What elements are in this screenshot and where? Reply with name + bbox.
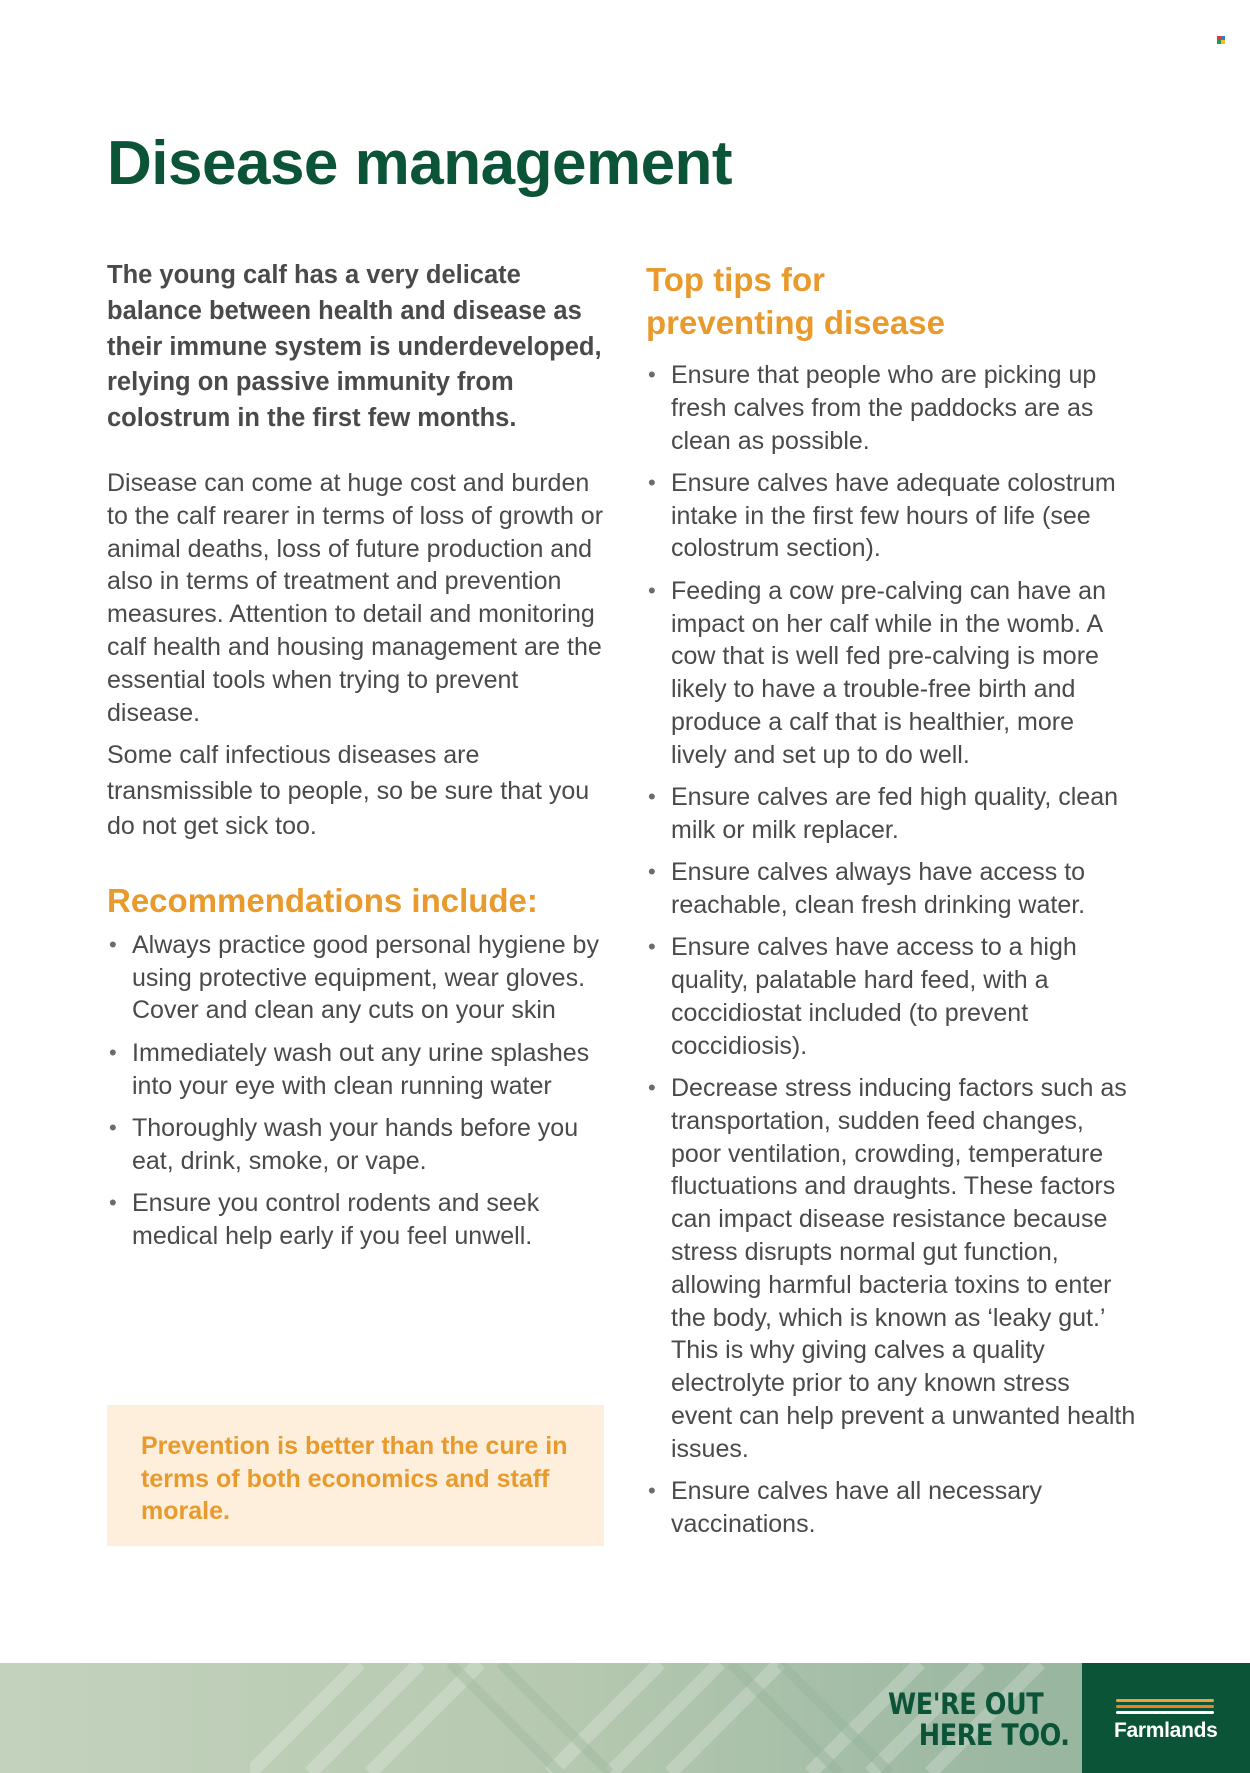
list-item-text: Thoroughly wash your hands before you eat, drink, smoke, or vape.	[132, 1113, 579, 1175]
list-item-text: Always practice good personal hygiene by using protective equipment, wear gloves. Cover and clean any cuts on your skin	[132, 930, 599, 1025]
bullet-icon: •	[109, 931, 117, 957]
list-item	[646, 781, 1136, 847]
list-item-text: Ensure calves have adequate colostrum intake in the first few hours of life (see colostrum section).	[671, 468, 1116, 563]
tips-heading	[646, 258, 1136, 344]
list-item	[646, 575, 1136, 772]
prevention-callout	[107, 1405, 604, 1546]
tips-list	[646, 359, 1136, 1541]
list-item	[107, 1187, 607, 1253]
bullet-icon: •	[648, 577, 656, 603]
bullet-icon: •	[648, 469, 656, 495]
bullet-icon: •	[648, 1478, 656, 1503]
intro-paragraph: The young calf has a very delicate balance between health and disease as their immune system is underdeveloped, relying on passive immunity from colostrum in the first few months.	[107, 261, 602, 433]
list-item-text: Ensure calves have all necessary vaccinations.	[671, 1477, 1043, 1538]
right-column	[646, 258, 1136, 1550]
list-item-text: Feeding a cow pre-calving can have an impact on her calf while in the womb. A cow that is well fed pre-calving is more likely to have a trouble-free birth and produce a calf that is healthier, more lively and set up to do well.	[671, 576, 1106, 769]
page-title: Disease management	[107, 129, 733, 198]
body-paragraph-cost: Disease can come at huge cost and burden to the calf rearer in terms of loss of growth or animal deaths, loss of future production and also in terms of treatment and prevention measures. Attention to detail and monitoring calf health and housing management are the essential tools when trying to prevent disease.	[107, 468, 604, 727]
logo-stripes-icon	[1116, 1699, 1214, 1715]
list-item-text: Ensure calves have access to a high quality, palatable hard feed, with a coccidiostat included (to prevent coccidiosis).	[671, 933, 1077, 1060]
list-item-text: Ensure that people who are picking up fresh calves from the paddocks are as clean as possible.	[671, 361, 1097, 455]
left-column	[107, 258, 607, 1262]
footer-tagline	[888, 1689, 1070, 1751]
bullet-icon: •	[109, 1189, 117, 1215]
bullet-icon: •	[109, 1039, 117, 1065]
list-item-text: Immediately wash out any urine splashes into your eye with clean running water	[132, 1038, 590, 1100]
list-item	[107, 1037, 607, 1103]
list-item	[107, 1112, 607, 1178]
bullet-icon: •	[648, 362, 656, 387]
list-item-text: Ensure calves always have access to reachable, clean fresh drinking water.	[671, 858, 1086, 919]
recommendations-list	[107, 929, 607, 1253]
callout-text: Prevention is better than the cure in terms of both economics and staff morale.	[141, 1432, 568, 1525]
tagline-line2: HERE TOO.	[918, 1718, 1070, 1752]
body-paragraph-transmissible: Some calf infectious diseases are transmissible to people, so be sure that you do not get sick too.	[107, 741, 590, 841]
tips-heading-line1: Top tips for	[646, 261, 826, 298]
list-item	[646, 931, 1136, 1062]
list-item-text: Ensure you control rodents and seek medical help early if you feel unwell.	[132, 1188, 540, 1250]
recommendations-heading: Recommendations include:	[107, 881, 538, 919]
tips-heading-line2: preventing disease	[646, 304, 945, 341]
list-item	[646, 359, 1136, 457]
bullet-icon: •	[109, 1114, 117, 1140]
list-item	[646, 1072, 1136, 1466]
bullet-icon: •	[648, 784, 656, 810]
tagline-line1: WE'RE OUT	[888, 1687, 1044, 1721]
corner-color-mark	[1217, 36, 1225, 44]
list-item	[646, 467, 1136, 565]
farmlands-logo	[1082, 1663, 1250, 1773]
list-item	[646, 1475, 1136, 1541]
list-item-text: Ensure calves are fed high quality, clean milk or milk replacer.	[671, 783, 1119, 844]
list-item	[107, 929, 607, 1027]
brand-name: Farmlands	[1114, 1719, 1218, 1742]
list-item	[646, 856, 1136, 922]
bullet-icon: •	[648, 934, 656, 960]
bullet-icon: •	[648, 859, 656, 885]
list-item-text: Decrease stress inducing factors such as transportation, sudden feed changes, poor ventilation, crowding, temperature fluctuations and draughts. These factors can impact disease resistance because stress disrupts normal gut function, allowing harmful bacteria toxins to enter the body, which is known as ‘leaky gut.’ This is why giving calves a quality electrolyte prior to any known stress event can help prevent a unwanted health issues.	[671, 1073, 1136, 1463]
bullet-icon: •	[648, 1074, 656, 1100]
